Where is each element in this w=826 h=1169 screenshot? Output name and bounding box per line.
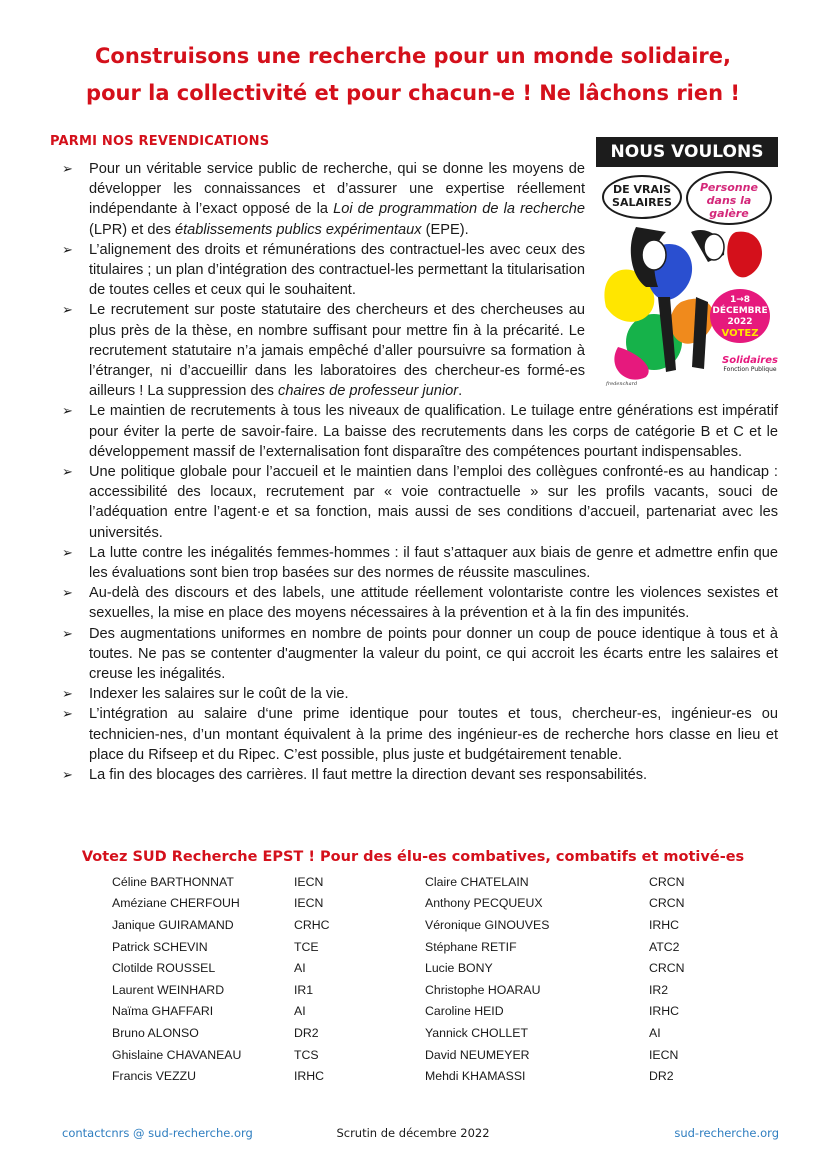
demand-item (62, 624, 778, 685)
candidates-row (112, 936, 729, 958)
demand-text: La fin des blocages des carrières. Il faut mettre la direction devant ses responsabilités. (89, 767, 648, 784)
candidate-name: Caroline HEID (425, 1004, 504, 1019)
demand-emphasis: établissements publics expérimentaux (174, 221, 422, 238)
candidate-grade: CRCN (649, 874, 685, 889)
candidate-name: Céline BARTHONNAT (112, 874, 234, 889)
demand-item (62, 765, 778, 785)
demand-item (62, 300, 585, 401)
candidate-grade: IECN (294, 896, 324, 911)
candidate-name: Francis VEZZU (112, 1069, 197, 1084)
demand-item (62, 240, 585, 301)
candidate-name: Laurent WEINHARD (112, 982, 225, 997)
arrowhead-bullet-icon: ➢ (62, 241, 73, 257)
candidate-grade: DR2 (294, 1025, 319, 1040)
demand-emphasis: chaires de professeur junior (278, 383, 459, 400)
demand-text: Des augmentations uniformes en nombre de points pour donner un coup de pouce identique à tous et à toutes. Ne pas se contenter d'augmenter la valeur du point, ce qui accroit les écarts entre les salaires et creuse les inégalités. (89, 625, 778, 683)
demand-item (62, 704, 778, 765)
candidate-grade: IECN (649, 1047, 679, 1062)
candidate-name: Mehdi KHAMASSI (425, 1069, 526, 1084)
candidates-table (112, 871, 729, 1087)
candidate-grade: IECN (294, 874, 324, 889)
demand-text: (LPR) et des (89, 221, 175, 238)
demand-text: La lutte contre les inégalités femmes-hommes : il faut s’attaquer aux biais de genre et admettre enfin que les évaluations sont bien trop basées sur des normes de réussite masculines. (89, 544, 778, 582)
arrowhead-bullet-icon: ➢ (62, 544, 73, 560)
candidates-row (112, 893, 729, 915)
candidates-row (112, 1044, 729, 1066)
candidate-grade: DR2 (649, 1069, 674, 1084)
candidate-grade: IRHC (294, 1069, 325, 1084)
candidate-grade: AI (294, 1004, 306, 1019)
demand-item (62, 462, 778, 543)
poster-brand (722, 355, 778, 373)
vote-heading: Votez SUD Recherche EPST ! Pour des élu-es combatives, combatifs et motivé-es (81, 849, 745, 865)
candidate-name: Stéphane RETIF (425, 939, 517, 954)
demand-text: Au-delà des discours et des labels, une attitude réellement volontariste contre les violences sexistes et sexuelles, la mise en place des moyens nécessaires à la prévention et à la fin des impunités. (89, 585, 778, 622)
demand-text: Le recrutement sur poste statutaire des chercheurs et des chercheuses au plus près de la thèse, en nombre suffisant pour mettre fin à la précarité. Le recrutement statutaire n’a jamais empêché d’aller poursuivre sa formation à l’étranger, ni d’accueillir dans les laboratoires des chercheur-es formé-es ailleurs ! La suppression des (89, 302, 585, 400)
candidates-row (112, 871, 729, 893)
demand-text: . (458, 383, 463, 400)
arrowhead-bullet-icon: ➢ (62, 585, 73, 601)
candidate-name: Claire CHATELAIN (425, 874, 529, 889)
poster-dates: 1→8 DÉCEMBRE 2022 (712, 295, 768, 327)
candidate-grade: IR2 (649, 982, 669, 997)
headline-line-2: pour la collectivité et pour chacun-e ! Ne lâchons rien ! (86, 81, 740, 105)
poster-vote: VOTEZ (721, 328, 759, 339)
candidates-row (112, 979, 729, 1001)
headline (0, 38, 826, 112)
candidate-name: Naïma GHAFFARI (112, 1004, 214, 1019)
candidate-name: Ghislaine CHAVANEAU (112, 1047, 242, 1062)
candidate-grade: CRCN (649, 961, 685, 976)
poster-brand-sub: Fonction Publique (723, 366, 777, 373)
candidate-grade: ATC2 (649, 939, 680, 954)
demand-item (62, 583, 778, 623)
candidate-grade: AI (649, 1025, 661, 1040)
arrowhead-bullet-icon: ➢ (62, 302, 73, 318)
demand-text: (EPE). (421, 221, 469, 238)
candidate-grade: IRHC (649, 917, 680, 932)
poster-signature: fredenchard (606, 381, 638, 387)
candidate-name: Clotilde ROUSSEL (112, 961, 216, 976)
demand-item (62, 159, 585, 240)
candidates-row (112, 1001, 729, 1023)
candidate-name: David NEUMEYER (425, 1047, 530, 1062)
headline-line-1: Construisons une recherche pour un monde solidaire, (95, 44, 731, 68)
candidate-name: Véronique GINOUVES (425, 917, 550, 932)
candidate-grade: CRCN (649, 896, 685, 911)
arrowhead-bullet-icon: ➢ (62, 767, 73, 783)
arrowhead-bullet-icon: ➢ (62, 403, 73, 419)
candidate-name: Patrick SCHEVIN (112, 939, 208, 954)
candidate-name: Lucie BONY (425, 961, 493, 976)
demand-text: L’alignement des droits et rémunérations des contractuel-les avec ceux des titulaires ; un plan d’intégration des contractuel-les permettant la titularisation de toutes celles et ceux qui le souhaitent. (89, 241, 585, 299)
demand-item (62, 543, 778, 583)
candidate-name: Anthony PECQUEUX (425, 896, 543, 911)
arrowhead-bullet-icon: ➢ (62, 625, 73, 641)
candidate-name: Christophe HOARAU (425, 982, 541, 997)
candidate-name: Améziane CHERFOUH (112, 896, 240, 911)
footer-ballot-date: Scrutin de décembre 2022 (336, 1126, 490, 1140)
demand-text: Une politique globale pour l’accueil et le maintien dans l’emploi des collègues confronté-es au handicap : accessibilité des locaux, recrutement par « voie contractuelle » sur les profils vacants, souci de l’adéquation entre l’agent·e et sa fonction, mais aussi de ses conditions d’accueil, partenariat avec les universités. (89, 464, 778, 541)
candidate-grade: TCS (294, 1047, 319, 1062)
candidate-name: Bruno ALONSO (112, 1025, 199, 1040)
demand-text: Indexer les salaires sur le coût de la vie. (89, 686, 349, 703)
section-title: PARMI NOS REVENDICATIONS (50, 134, 270, 149)
demand-text: Le maintien de recrutements à tous les niveaux de qualification. Le tuilage entre générations est impératif pour éviter la perte de savoir-faire. La baisse des recrutements dans les corps de catégorie B et C et le développement massif de l’externalisation font disparaître des compétences pourtant indispensables. (89, 403, 778, 460)
candidate-grade: AI (294, 961, 306, 976)
candidates-row (112, 1022, 729, 1044)
poster-brand-name: Solidaires (722, 355, 778, 366)
footer-contact-email[interactable]: contactcnrs @ sud-recherche.org (62, 1126, 253, 1140)
arrowhead-bullet-icon: ➢ (62, 161, 73, 176)
poster-date-badge (710, 289, 770, 343)
arrowhead-bullet-icon: ➢ (62, 464, 73, 480)
footer-website[interactable]: sud-recherche.org (674, 1126, 779, 1140)
demand-emphasis: Loi de programmation de la recherche (333, 201, 585, 218)
candidates-row (112, 914, 729, 936)
candidate-name: Janique GUIRAMAND (112, 917, 234, 932)
demand-item (62, 684, 778, 704)
campaign-poster (596, 137, 778, 395)
arrowhead-bullet-icon: ➢ (62, 686, 73, 702)
demand-text: L’intégration au salaire d‘une prime identique pour toutes et tous, chercheur-es, ingénieur-es ou technicien-nes, d’un montant équivalent à la prime des ingénieur-es de recherche hors classe en lieu et place du Rifseep et du Ripec. C’est possible, plus juste et budgétairement tenable. (89, 706, 778, 763)
demand-item (62, 401, 778, 462)
candidate-grade: IR1 (294, 982, 314, 997)
candidate-grade: TCE (294, 939, 319, 954)
candidate-grade: CRHC (294, 917, 330, 932)
poster-bubble-nobody: Personne dans la galère (686, 171, 772, 225)
poster-banner: NOUS VOULONS (596, 137, 778, 167)
candidates-row (112, 957, 729, 979)
candidate-grade: IRHC (649, 1004, 680, 1019)
poster-bubble-salaries: DE VRAIS SALAIRES (602, 175, 682, 219)
demand-text: Pour un véritable service public de recherche, qui se donne les moyens de développer les connaissances et d’assurer une expertise réellement indépendante à l’exact opposé de la (89, 161, 585, 218)
candidate-name: Yannick CHOLLET (425, 1025, 528, 1040)
arrowhead-bullet-icon: ➢ (62, 706, 73, 722)
candidates-row (112, 1065, 729, 1087)
